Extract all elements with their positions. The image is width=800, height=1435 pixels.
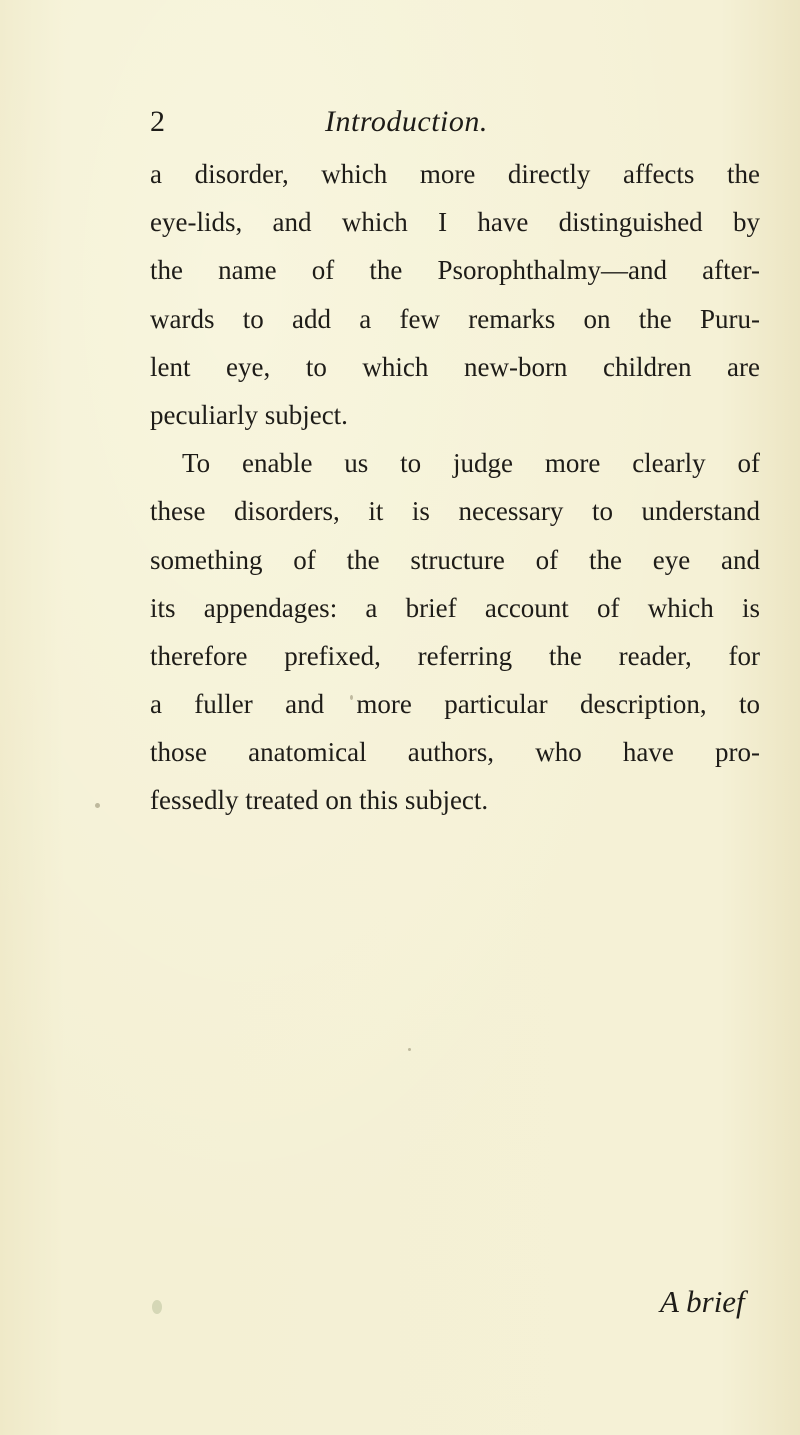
- text-line: these disorders, it is necessary to understand: [150, 496, 760, 527]
- text-line: To enable us to judge more clearly of: [182, 448, 760, 479]
- paper-speck: [350, 695, 353, 700]
- paper-speck: [152, 1300, 162, 1314]
- text-line: fessedly treated on this subject.: [150, 785, 489, 816]
- text-line: something of the structure of the eye and: [150, 544, 760, 575]
- text-line: a fuller and more particular description, to: [150, 689, 760, 720]
- paragraph-2: [150, 439, 760, 825]
- text-line: therefore prefixed, referring the reader, for: [150, 640, 760, 671]
- text-line: wards to add a few remarks on the Puru-: [150, 303, 760, 334]
- paper-speck: [408, 1048, 411, 1051]
- text-line: those anatomical authors, who have pro-: [150, 737, 760, 768]
- text-line: eye-lids, and which I have distinguished by: [150, 207, 760, 238]
- text-line: peculiarly subject.: [150, 399, 348, 430]
- text-line: a disorder, which more directly affects the: [150, 159, 760, 189]
- running-head: [0, 102, 800, 142]
- running-title: Introduction.: [325, 105, 488, 138]
- catchword: A brief: [660, 1284, 745, 1319]
- paper-speck: [95, 803, 100, 808]
- body-text: [150, 150, 760, 825]
- text-line: the name of the Psorophthalmy—and after-: [150, 255, 760, 286]
- paragraph-1: [150, 150, 760, 439]
- text-line: its appendages: a brief account of which is: [150, 592, 760, 623]
- page-number: 2: [150, 105, 165, 138]
- text-line: lent eye, to which new-born children are: [150, 351, 760, 382]
